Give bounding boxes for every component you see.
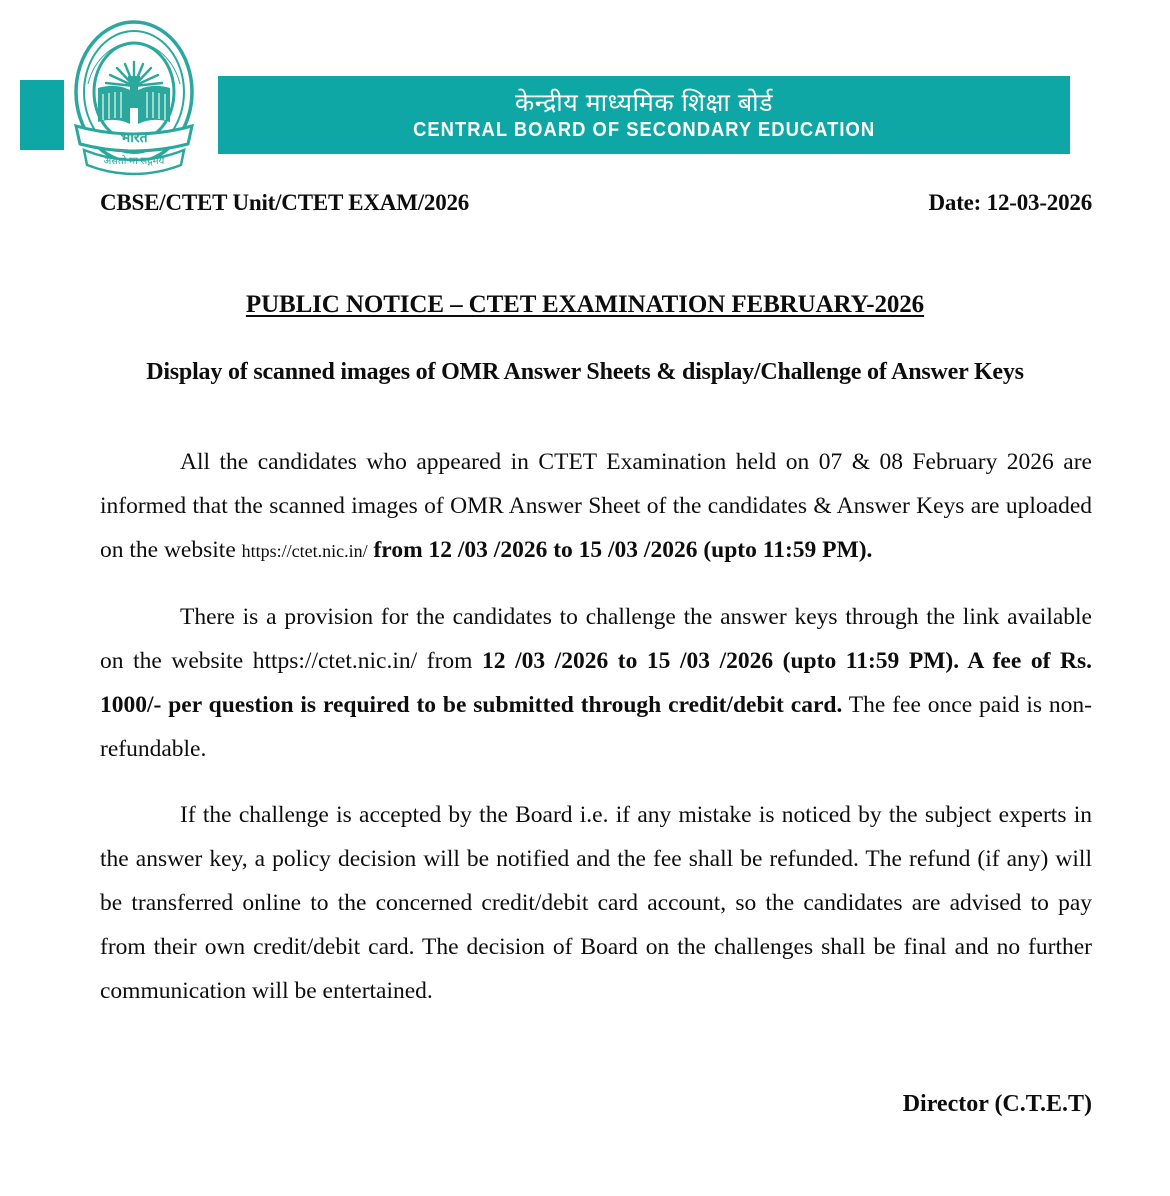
document-date: Date: 12-03-2026 [928,190,1092,215]
para2-fee-bold: 12 /03 /2026 to 15 /03 /2026 (upto 11:59 PM). A fee of Rs. 1000/- per question is required to be submitted through credit/debit card. [100,648,1092,718]
document-body [0,178,1170,1118]
banner-hindi-title: केन्द्रीय माध्यमिक शिक्षा बोर्ड [515,89,773,117]
document-header [0,0,1170,178]
paragraph-3: If the challenge is accepted by the Board i.e. if any mistake is noticed by the subject experts in the answer key, a policy decision will be notified and the fee shall be refunded. The refund (if any) will be transferred online to the concerned credit/debit card account, so the candidates are advised to pay from their own credit/debit card. The decision of Board on the challenges shall be final and no further communication will be entertained. [100,802,1092,1004]
logo-motto-text: असतो मा सद्गमय [103,156,165,167]
ctet-website-url: https://ctet.nic.in/ [241,541,368,561]
notice-subtitle: Display of scanned images of OMR Answer Sheets & display/Challenge of Answer Keys [146,359,1024,385]
paragraph-2 [100,595,1092,771]
logo-bharat-text: भारत [120,129,148,145]
banner-english-title: CENTRAL BOARD OF SECONDARY EDUCATION [412,119,876,141]
signature-block: Director (C.T.E.T) [902,1091,1092,1117]
paragraph-1 [100,440,1092,573]
para2-segment-1: There is a provision for the candidates to challenge the answer keys through the link available on the website https://ctet.nic.in/ from [100,604,1092,674]
para1-dates-bold: from 12 /03 /2026 to 15 /03 /2026 (upto 11:59 PM). [367,537,873,563]
para1-segment-1: All the candidates who appeared in CTET Examination held on 07 & 08 February 2026 are informed that the scanned images of OMR Answer Sheet of the candidates & Answer Keys are uploaded on the website [100,449,1092,563]
notice-title: PUBLIC NOTICE – CTET EXAMINATION FEBRUARY-2026 [245,291,925,318]
reference-number: CBSE/CTET Unit/CTET EXAM/2026 [100,190,470,215]
reference-line [100,190,1092,216]
para2-segment-2: The fee once paid is non-refundable. [100,692,1092,762]
banner-text-group [218,76,1070,154]
cbse-logo-icon [58,14,210,178]
